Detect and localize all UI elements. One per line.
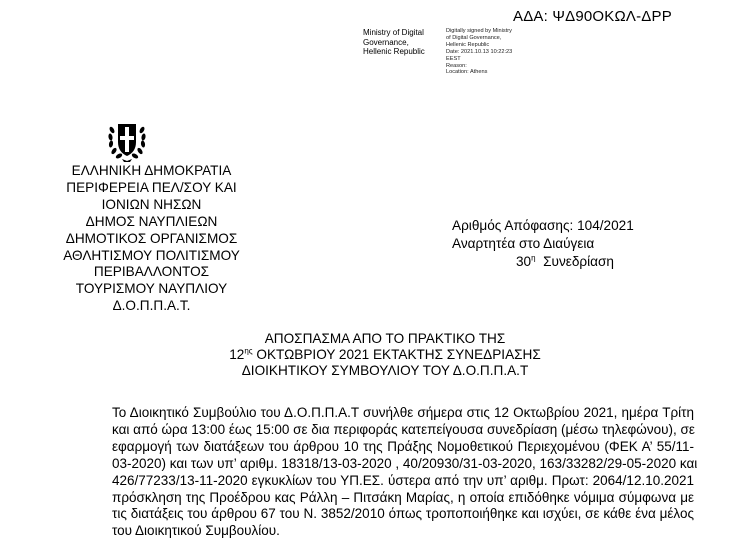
issuer-line: ΤΟΥΡΙΣΜΟΥ ΝΑΥΠΛΙΟΥ [75,281,228,297]
coat-of-arms-icon [107,120,147,162]
body-line: πρόσκληση της Προέδρου κας Ράλλη – Πιτσάκη Μαρίας, η οποία επιδόθηκε νόμιμα σύμφωνα με [112,489,694,505]
heading-day: 12 [229,347,245,363]
body-line: 426/77233/13-11-2020 εγκυκλίων του ΥΠ.ΕΣ. ύστερα από την υπ’ αριθμ. Πρωτ: 2064/12.10.2021 [112,472,694,488]
signer-line: Ministry of Digital [363,28,424,37]
signer-line: Hellenic Republic [363,47,425,56]
body-line: 03-2020) και των υπ’ αριθμ. 18318/13-03-2020 , 40/20930/31-03-2020, 163/33282/29-05-2020 και [112,455,698,471]
heading-day-suffix: ης [244,346,253,356]
signature-detail-line: Digitally signed by Ministry [446,28,512,34]
signature-detail-line: Reason: [446,62,467,69]
body-line: τις διατάξεις του άρθρου 67 του Ν. 3852/2010 όπως τροποποιήθηκε και ισχύει, σε κάθε ένα μέλος [112,506,694,522]
heading-line [150,347,620,363]
signature-signer [363,28,425,57]
issuer-line: ΠΕΡΙΒΑΛΛΟΝΤΟΣ [93,264,210,280]
issuer-line: ΠΕΡΙΦΕΡΕΙΑ ΠΕΛ/ΣΟΥ ΚΑΙ [66,179,237,195]
body-line: εφαρμογή των διατάξεων του άρθρου 10 της Πράξης Νομοθετικού Περιεχομένου (ΦΕΚ Α’ 55/11- [112,438,694,454]
heading-date-rest: ΟΚΤΩΒΡΙΟΥ 2021 ΕΚΤΑΚΤΗΣ ΣΥΝΕΔΡΙΑΣΗΣ [256,347,541,363]
decision-number: Αριθμός Απόφασης: 104/2021 [452,218,634,233]
session-line [452,253,634,271]
issuer-line: ΙΟΝΙΩΝ ΝΗΣΩΝ [101,196,202,212]
signature-detail-line: of Digital Governance, [446,34,502,41]
decision-meta [452,217,634,272]
issuer-line: Δ.Ο.Π.Π.Α.Τ. [112,298,191,314]
signature-detail-line: Hellenic Republic [446,41,490,48]
heading-line: ΑΠΟΣΠΑΣΜΑ ΑΠΟ ΤΟ ΠΡΑΚΤΙΚΟ ΤΗΣ [264,331,506,346]
issuer-line: ΑΘΛΗΤΙΣΜΟΥ ΠΟΛΙΤΙΣΜΟΥ [63,247,240,263]
signature-details [446,28,512,76]
body-line: Το Διοικητικό Συμβούλιο του Δ.Ο.Π.Π.Α.Τ συνήλθε σήμερα στις 12 Οκτωβρίου 2021, ημέρα Τρίτη [112,405,694,420]
body-line: του Διοικητικού Συμβουλίου. [112,523,280,539]
session-number: 30 [516,254,532,270]
session-label: Συνεδρίαση [543,254,614,270]
signature-detail-line: Location: Athens [446,69,488,76]
issuer-line: ΕΛΛΗΝΙΚΗ ΔΗΜΟΚΡΑΤΙΑ [71,163,232,178]
document-heading [150,331,620,380]
issuer-line: ΔΗΜΟΤΙΚΟΣ ΟΡΓΑΝΙΣΜΟΣ [65,230,238,246]
issuer-line: ΔΗΜΟΣ ΝΑΥΠΛΙΕΩΝ [85,213,218,229]
body-paragraph [112,405,698,540]
signer-line: Governance, [363,37,409,47]
session-suffix: η [531,253,536,263]
ada-code: ΑΔΑ: ΨΔ90ΟΚΩΛ-ΔΡΡ [513,8,672,25]
body-line: και από ώρα 13:00 έως 15:00 σε δια περιφοράς κατεπείγουσα συνεδρίαση (μέσω τηλεφώνου), σε [112,421,695,437]
diavgeia-note: Αναρτητέα στο Διαύγεια [452,236,595,252]
signature-detail-line: Date: 2021.10.13 10:22:23 [446,48,513,55]
issuer-block [44,163,259,315]
signature-detail-line: EEST [446,55,461,62]
heading-line: ΔΙΟΙΚΗΤΙΚΟΥ ΣΥΜΒΟΥΛΙΟΥ ΤΟΥ Δ.Ο.Π.Π.Α.Τ [241,363,529,379]
